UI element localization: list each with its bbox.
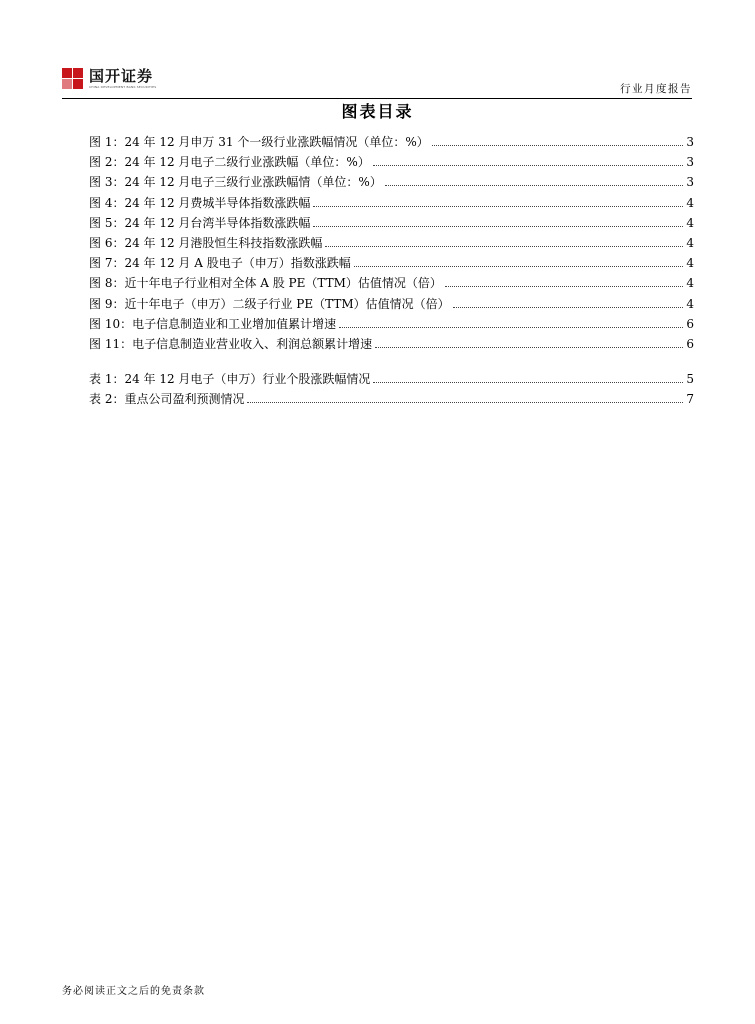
dot-leader bbox=[375, 347, 683, 348]
toc-entry[interactable] bbox=[89, 133, 694, 153]
dot-leader bbox=[247, 402, 683, 403]
toc-entry-page: 3 bbox=[686, 175, 694, 190]
logo-mark-icon bbox=[62, 68, 83, 89]
table-list bbox=[89, 370, 694, 410]
toc-entry[interactable] bbox=[89, 153, 694, 173]
toc-entry-label: 图 11：电子信息制造业营业收入、利润总额累计增速 bbox=[89, 336, 373, 351]
dot-leader bbox=[445, 286, 683, 287]
toc-entry-label: 图 5：24 年 12 月台湾半导体指数涨跌幅 bbox=[89, 215, 311, 230]
toc-entry-page: 6 bbox=[686, 316, 694, 331]
logo-subtitle: CHINA DEVELOPMENT BANK SECURITIES bbox=[89, 85, 157, 89]
toc-entry-page: 4 bbox=[686, 235, 694, 250]
toc-entry-page: 7 bbox=[686, 392, 694, 407]
dot-leader bbox=[373, 382, 683, 383]
toc-entry[interactable] bbox=[89, 234, 694, 254]
toc-entry[interactable] bbox=[89, 214, 694, 234]
dot-leader bbox=[313, 226, 683, 227]
toc-entry[interactable] bbox=[89, 254, 694, 274]
dot-leader bbox=[432, 145, 684, 146]
dot-leader bbox=[313, 206, 683, 207]
company-logo bbox=[62, 68, 156, 89]
toc-title: 图表目录 bbox=[341, 102, 414, 121]
toc-entry[interactable] bbox=[89, 194, 694, 214]
page-header bbox=[62, 68, 692, 98]
toc-entry-page: 5 bbox=[686, 372, 694, 387]
toc-entry[interactable] bbox=[89, 274, 694, 294]
toc-entry-page: 4 bbox=[686, 276, 694, 291]
toc-entry-label: 图 6：24 年 12 月港股恒生科技指数涨跌幅 bbox=[89, 235, 323, 250]
toc-entry-label: 图 1：24 年 12 月申万 31 个一级行业涨跌幅情况（单位：%） bbox=[89, 135, 429, 149]
toc-entry[interactable] bbox=[89, 315, 694, 335]
dot-leader bbox=[453, 307, 684, 308]
table-of-figures bbox=[89, 133, 694, 410]
toc-entry-label: 图 8：近十年电子行业相对全体 A 股 PE（TTM）估值情况（倍） bbox=[89, 276, 442, 291]
toc-entry-page: 6 bbox=[686, 336, 694, 351]
dot-leader bbox=[385, 185, 684, 186]
toc-entry-label: 图 10：电子信息制造业和工业增加值累计增速 bbox=[89, 316, 337, 331]
toc-entry-page: 3 bbox=[686, 135, 694, 149]
toc-entry-page: 4 bbox=[686, 296, 694, 311]
figure-list bbox=[89, 133, 694, 355]
dot-leader bbox=[325, 246, 683, 247]
toc-entry-label: 图 3：24 年 12 月电子三级行业涨跌幅情（单位：%） bbox=[89, 175, 382, 190]
dot-leader bbox=[354, 266, 684, 267]
disclaimer-footer: 务必阅读正文之后的免责条款 bbox=[62, 986, 205, 997]
toc-entry[interactable] bbox=[89, 295, 694, 315]
logo-name: 国开证券 bbox=[89, 67, 154, 85]
toc-entry-label: 图 2：24 年 12 月电子二级行业涨跌幅（单位：%） bbox=[89, 155, 370, 170]
toc-entry[interactable] bbox=[89, 173, 694, 193]
toc-entry-page: 4 bbox=[686, 215, 694, 230]
toc-entry[interactable] bbox=[89, 370, 694, 390]
toc-entry-label: 图 9：近十年电子（申万）二级子行业 PE（TTM）估值情况（倍） bbox=[89, 296, 450, 311]
toc-entry[interactable] bbox=[89, 335, 694, 355]
toc-entry-page: 3 bbox=[686, 155, 694, 170]
dot-leader bbox=[373, 165, 684, 166]
toc-entry-label: 图 7：24 年 12 月 A 股电子（申万）指数涨跌幅 bbox=[89, 256, 351, 271]
toc-entry-label: 图 4：24 年 12 月费城半导体指数涨跌幅 bbox=[89, 195, 311, 210]
toc-entry-page: 4 bbox=[686, 195, 694, 210]
toc-entry[interactable] bbox=[89, 390, 694, 410]
report-type: 行业月度报告 bbox=[620, 83, 692, 95]
dot-leader bbox=[339, 327, 683, 328]
toc-entry-label: 表 1：24 年 12 月电子（申万）行业个股涨跌幅情况 bbox=[89, 372, 371, 387]
toc-entry-label: 表 2：重点公司盈利预测情况 bbox=[89, 392, 245, 407]
toc-entry-page: 4 bbox=[686, 256, 694, 271]
